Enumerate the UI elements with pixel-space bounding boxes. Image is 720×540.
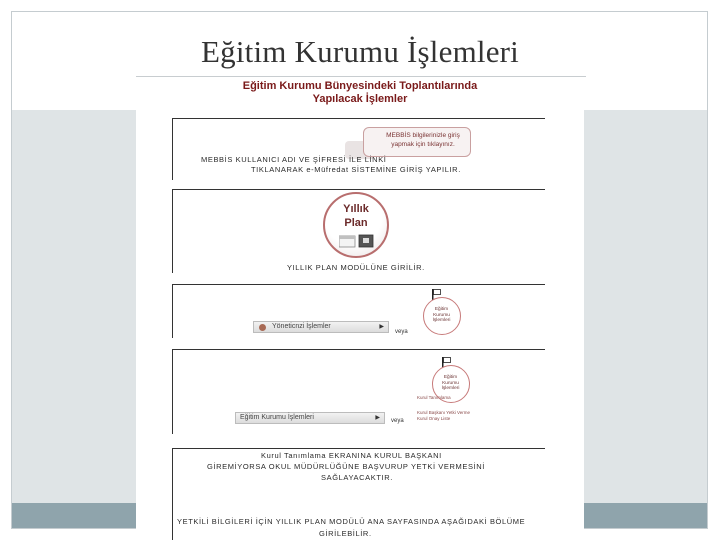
council-approval-list-link[interactable]: Kurul Onay Liste bbox=[417, 416, 451, 421]
document-heading-line2: Yapılacak İşlemler bbox=[312, 93, 408, 105]
circle-line2: Kurumu bbox=[442, 380, 459, 386]
step1-panel bbox=[172, 118, 545, 180]
institution-operations-menu-label: Eğitim Kurumu İşlemleri bbox=[240, 414, 314, 421]
document-heading-line1: Eğitim Kurumu Bünyesindeki Toplantılarında bbox=[242, 80, 478, 92]
document-heading bbox=[136, 80, 584, 106]
step2-caption: YILLIK PLAN MODÜLÜNE GİRİLİR. bbox=[287, 263, 425, 272]
step2-panel bbox=[172, 189, 545, 273]
institution-operations-label bbox=[424, 307, 459, 324]
tooltip-line1: MEBBİS bilgilerinizle giriş bbox=[386, 132, 460, 139]
step4-panel bbox=[172, 349, 545, 434]
mebbis-login-tooltip[interactable] bbox=[363, 127, 471, 157]
menu-bullet-icon bbox=[259, 324, 266, 331]
council-chair-authorize-link[interactable]: Kurul Başkanı Yetki Verme bbox=[417, 410, 471, 415]
step1-caption-line1: MEBBİS KULLANICI ADI VE ŞİFRESİ İLE LİNKİ bbox=[201, 155, 387, 164]
step3-panel bbox=[172, 284, 545, 338]
circle-line1: Eğitim bbox=[434, 307, 449, 312]
step5-caption-line1: Kurul Tanımlama EKRANINA KURUL BAŞKANI bbox=[261, 451, 442, 460]
tooltip-line2: yapmak için tıklayınız. bbox=[391, 141, 455, 148]
yearly-plan-label bbox=[325, 202, 387, 230]
step5-panel bbox=[172, 448, 545, 540]
yearly-plan-button[interactable] bbox=[323, 192, 389, 258]
yearly-plan-label-line2: Plan bbox=[344, 217, 368, 229]
circle-line1: Eğitim bbox=[443, 375, 458, 380]
institution-operations-label bbox=[433, 375, 468, 392]
or-label: veya bbox=[391, 418, 404, 424]
slide-title: Eğitim Kurumu İşlemleri bbox=[201, 34, 519, 69]
circle-line3: İşlemleri bbox=[432, 318, 451, 324]
institution-operations-button[interactable] bbox=[423, 297, 461, 335]
calendar-icon bbox=[339, 234, 375, 248]
circle-line3: İşlemleri bbox=[441, 386, 460, 392]
manager-operations-menu[interactable] bbox=[253, 321, 389, 333]
title-divider bbox=[136, 76, 586, 77]
council-definition-link[interactable]: Kurul Tanımlama bbox=[417, 395, 451, 400]
mebbis-login-tooltip-text bbox=[378, 131, 468, 149]
step5-caption-line4: YETKİLİ BİLGİLERİ İÇİN YILLIK PLAN MODÜLÜ ANA SAYFASINDA AŞAĞIDAKİ BÖLÜME bbox=[177, 517, 526, 526]
manager-operations-label: Yöneticnzi İşlemler bbox=[272, 323, 331, 330]
step1-caption-line2: TIKLANARAK e-Müfredat SİSTEMİNE GİRİŞ YAPILIR. bbox=[251, 165, 461, 174]
yearly-plan-label-line1: Yıllık bbox=[343, 203, 369, 215]
institution-operations-menu[interactable] bbox=[235, 412, 385, 424]
step5-caption-line3: SAĞLAYACAKTIR. bbox=[321, 473, 393, 482]
step5-caption-line2: GİREMİYORSA OKUL MÜDÜRLÜĞÜNE BAŞVURUP YETKİ VERMESİNİ bbox=[207, 462, 485, 471]
chevron-right-icon: ▶ bbox=[379, 324, 384, 330]
or-label: veya bbox=[395, 329, 408, 335]
circle-line2: Kurumu bbox=[433, 312, 450, 318]
chevron-right-icon: ▶ bbox=[375, 415, 380, 421]
step5-caption-line5: GİRİLEBİLİR. bbox=[319, 529, 372, 538]
